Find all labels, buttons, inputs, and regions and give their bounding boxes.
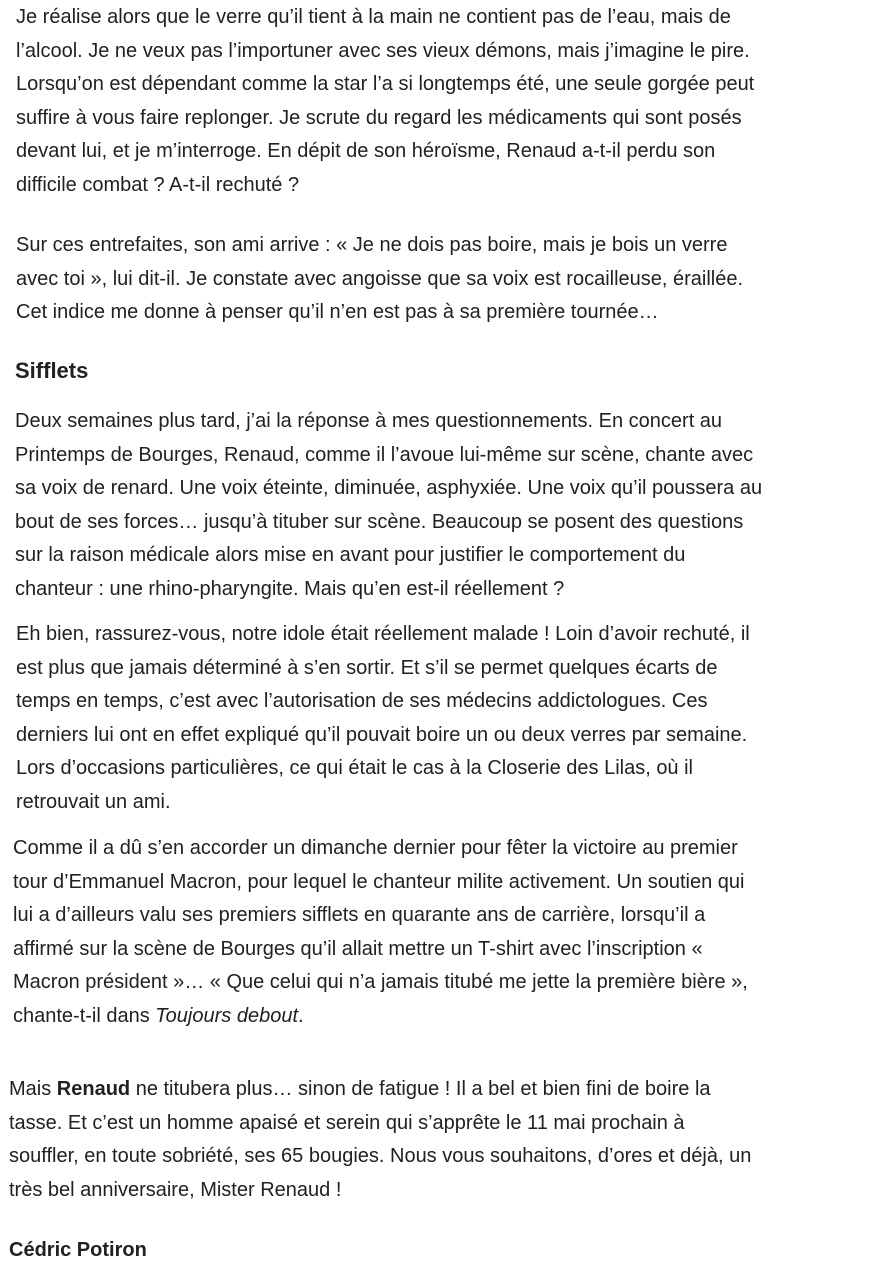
text-line: lui a d’ailleurs valu ses premiers sifflets en quarante ans de carrière, lorsqu’il a: [13, 904, 706, 927]
paragraph-reassurance: [16, 618, 750, 820]
text-fragment: .: [298, 1004, 304, 1027]
text-line: Eh bien, rassurez-vous, notre idole était réellement malade ! Loin d’avoir rechuté, il: [16, 623, 750, 645]
text-line: chanteur : une rhino-pharyngite. Mais qu’en est-il réellement ?: [15, 577, 565, 600]
text-line: suffire à vous faire replonger. Je scrute du regard les médicaments qui sont posés: [16, 106, 742, 129]
paragraph-bourges-concert: [15, 405, 762, 607]
text-line: Macron président »… « Que celui qui n’a jamais titubé me jette la première bière »,: [13, 971, 748, 994]
text-line: bout de ses forces… jusqu’à tituber sur scène. Beaucoup se posent des questions: [15, 510, 744, 533]
text-line: [13, 1000, 748, 1034]
paragraph-suspicion: [16, 1, 754, 203]
text-line: souffler, en toute sobriété, ses 65 bougies. Nous vous souhaitons, d’ores et déjà, un: [9, 1145, 752, 1168]
section-heading: Sifflets: [15, 358, 89, 383]
text-line: Sur ces entrefaites, son ami arrive : « Je ne dois pas boire, mais je bois un verre: [16, 234, 728, 256]
paragraph-friend-arrives: [16, 229, 743, 330]
text-line: difficile combat ? A-t-il rechuté ?: [16, 173, 300, 196]
text-line: tour d’Emmanuel Macron, pour lequel le chanteur milite activement. Un soutien qui: [13, 870, 745, 893]
author-signature: Cédric Potiron: [9, 1239, 147, 1261]
text-line: Deux semaines plus tard, j’ai la réponse à mes questionnements. En concert au: [15, 410, 723, 432]
text-line: devant lui, et je m’interroge. En dépit de son héroïsme, Renaud a-t-il perdu son: [16, 140, 716, 163]
text-line: Comme il a dû s’en accorder un dimanche dernier pour fêter la victoire au premier: [13, 837, 738, 859]
text-fragment: chante-t-il dans: [13, 1004, 156, 1027]
text-line: très bel anniversaire, Mister Renaud !: [9, 1178, 342, 1201]
text-line: Cet indice me donne à penser qu’il n’en est pas à sa première tournée…: [16, 301, 659, 324]
text-line: Printemps de Bourges, Renaud, comme il l’avoue lui-même sur scène, chante avec: [15, 443, 754, 466]
text-line: Je réalise alors que le verre qu’il tient à la main ne contient pas de l’eau, mais de: [16, 6, 731, 28]
paragraph-conclusion: [9, 1073, 751, 1207]
text-line: l’alcool. Je ne veux pas l’importuner avec ses vieux démons, mais j’imagine le pire.: [16, 39, 750, 62]
text-line: retrouvait un ami.: [16, 790, 171, 813]
text-line: sa voix de renard. Une voix éteinte, diminuée, asphyxiée. Une voix qu’il poussera au: [15, 477, 763, 500]
text-line: derniers lui ont en effet expliqué qu’il pouvait boire un ou deux verres par semaine.: [16, 723, 748, 746]
song-title: Toujours debout: [155, 1004, 299, 1027]
text-line: [9, 1073, 751, 1107]
text-fragment: Mais: [9, 1078, 57, 1100]
text-line: sur la raison médicale alors mise en avant pour justifier le comportement du: [15, 544, 686, 567]
text-line: Lorsqu’on est dépendant comme la star l’a si longtemps été, une seule gorgée peut: [16, 73, 755, 96]
paragraph-macron: [13, 832, 748, 1034]
text-line: est plus que jamais déterminé à s’en sortir. Et s’il se permet quelques écarts de: [16, 656, 718, 679]
text-fragment: ne titubera plus… sinon de fatigue ! Il a bel et bien fini de boire la: [130, 1078, 711, 1100]
text-line: tasse. Et c’est un homme apaisé et serein qui s’apprête le 11 mai prochain à: [9, 1111, 685, 1134]
text-line: temps en temps, c’est avec l’autorisation de ses médecins addictologues. Ces: [16, 690, 708, 713]
text-line: avec toi », lui dit-il. Je constate avec angoisse que sa voix est rocailleuse, éraillée.: [16, 267, 744, 290]
text-line: affirmé sur la scène de Bourges qu’il allait mettre un T-shirt avec l’inscription «: [13, 937, 703, 960]
text-line: Lors d’occasions particulières, ce qui était le cas à la Closerie des Lilas, où il: [16, 757, 694, 780]
artist-name: Renaud: [56, 1078, 131, 1100]
